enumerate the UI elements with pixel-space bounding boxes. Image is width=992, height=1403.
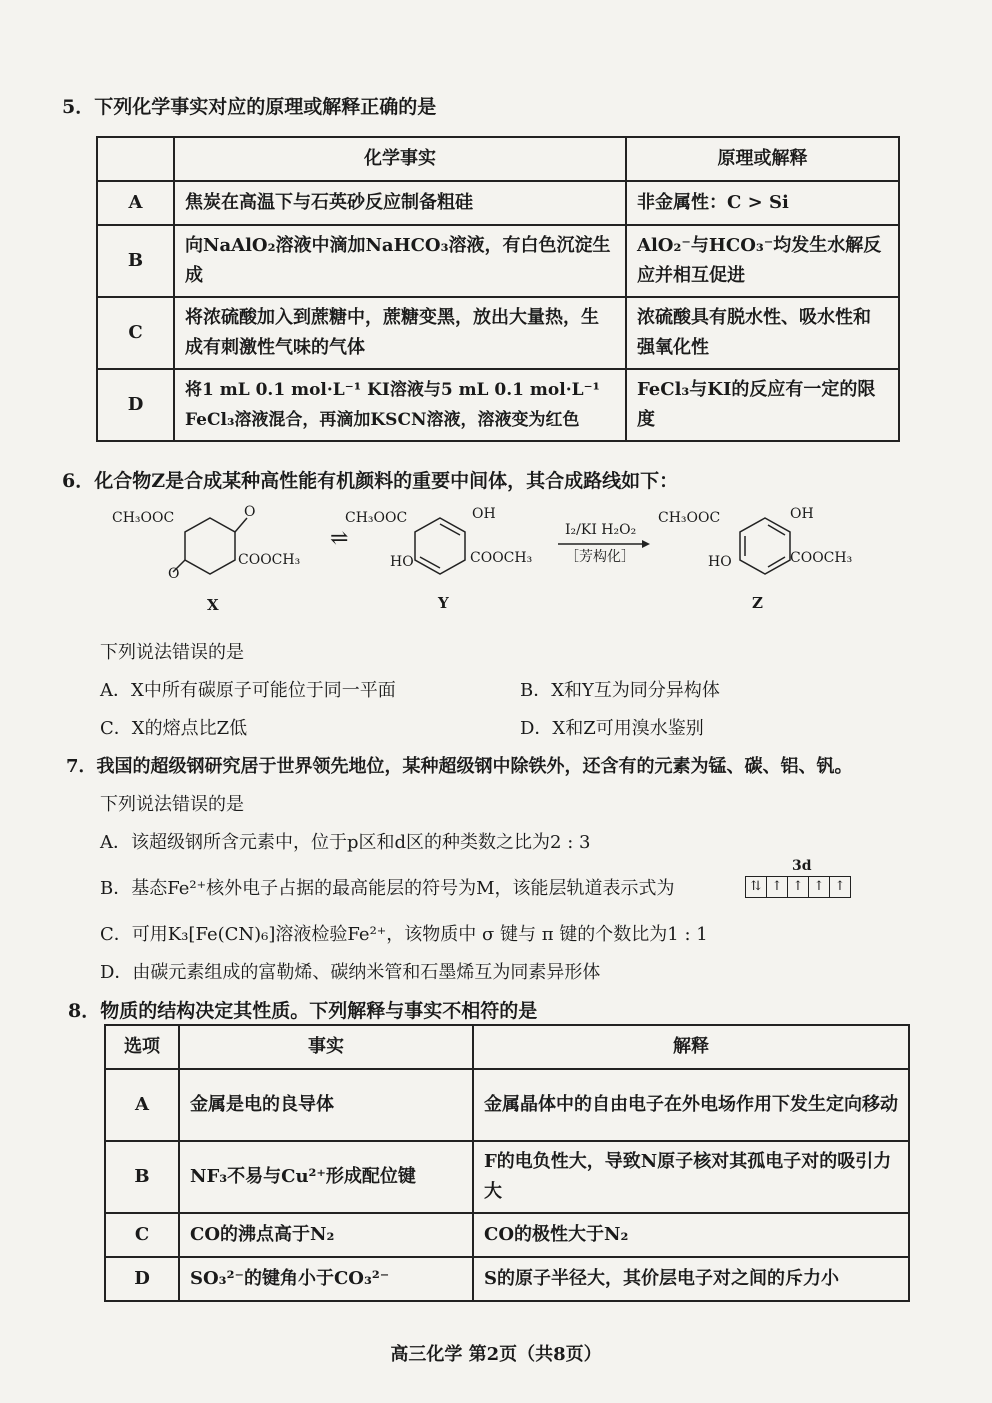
q6-option-a: A．X中所有碳原子可能位于同一平面 bbox=[100, 680, 396, 701]
z-substituent: COOCH₃ bbox=[790, 550, 853, 566]
q8-row-c-reason: CO的极性大于N₂ bbox=[473, 1213, 909, 1257]
page-footer: 高三化学 第2页（共8页） bbox=[390, 1344, 602, 1365]
q5-row-c-opt: C bbox=[97, 297, 174, 369]
q7-option-d: D．由碳元素组成的富勒烯、碳纳米管和石墨烯互为同素异形体 bbox=[100, 962, 601, 983]
table-row bbox=[105, 1141, 909, 1213]
q7-option-b: B．基态Fe²⁺核外电子占据的最高能层的符号为M，该能层轨道表示式为 bbox=[100, 878, 675, 899]
q5-row-d-opt: D bbox=[97, 369, 174, 441]
q5-header-blank bbox=[97, 137, 174, 181]
q8-row-a-opt: A bbox=[105, 1069, 179, 1141]
q5-header-fact: 化学事实 bbox=[174, 137, 626, 181]
q8-row-d-opt: D bbox=[105, 1257, 179, 1301]
y-substituent: COOCH₃ bbox=[470, 550, 533, 566]
q8-row-a-reason: 金属晶体中的自由电子在外电场作用下发生定向移动 bbox=[473, 1069, 909, 1141]
q8-row-b-opt: B bbox=[105, 1141, 179, 1213]
q6-option-d: D．X和Z可用溴水鉴别 bbox=[520, 718, 704, 739]
q7-prompt: 下列说法错误的是 bbox=[100, 794, 244, 815]
q8-table bbox=[104, 1024, 910, 1302]
table-row bbox=[105, 1213, 909, 1257]
table-row bbox=[97, 181, 899, 225]
y-substituent: CH₃OOC bbox=[345, 510, 408, 526]
q8-header-reason: 解释 bbox=[473, 1025, 909, 1069]
q6-stem: 6．化合物Z是合成某种高性能有机颜料的重要中间体，其合成路线如下： bbox=[62, 470, 679, 492]
orbital-box: ↑ bbox=[834, 879, 846, 894]
q8-row-d-fact: SO₃²⁻的键角小于CO₃²⁻ bbox=[179, 1257, 473, 1301]
q8-row-b-reason: F的电负性大，导致N原子核对其孤电子对的吸引力大 bbox=[473, 1141, 909, 1213]
orbital-box: ↑ bbox=[767, 877, 788, 897]
q5-row-a-opt: A bbox=[97, 181, 174, 225]
x-carbonyl: O bbox=[168, 566, 180, 582]
table-row bbox=[97, 225, 899, 297]
reaction-scheme bbox=[100, 500, 880, 620]
q7-option-c: C．可用K₃[Fe(CN)₆]溶液检验Fe²⁺，该物质中 σ 键与 π 键的个数比为1 : 1 bbox=[100, 924, 708, 945]
q8-row-c-fact: CO的沸点高于N₂ bbox=[179, 1213, 473, 1257]
q8-row-a-fact: 金属是电的良导体 bbox=[179, 1069, 473, 1141]
q5-row-b-fact: 向NaAlO₂溶液中滴加NaHCO₃溶液，有白色沉淀生成 bbox=[174, 225, 626, 297]
q6-option-b: B．X和Y互为同分异构体 bbox=[520, 680, 720, 701]
x-carbonyl: O bbox=[244, 504, 256, 520]
q6-option-c: C．X的熔点比Z低 bbox=[100, 718, 248, 739]
arrow-reagent: I₂/KI H₂O₂ bbox=[565, 522, 637, 538]
q5-header-reason: 原理或解释 bbox=[626, 137, 899, 181]
table-row bbox=[105, 1069, 909, 1141]
orbital-diagram bbox=[745, 876, 851, 898]
q8-row-d-reason: S的原子半径大，其价层电子对之间的斥力小 bbox=[473, 1257, 909, 1301]
q5-row-c-reason: 浓硫酸具有脱水性、吸水性和强氧化性 bbox=[626, 297, 899, 369]
q7-option-a: A．该超级钢所含元素中，位于p区和d区的种类数之比为2 : 3 bbox=[100, 832, 591, 853]
orbital-box: ↑ bbox=[809, 877, 830, 897]
orbital-box: ⇅ bbox=[746, 877, 767, 897]
q8-stem: 8．物质的结构决定其性质。下列解释与事实不相符的是 bbox=[68, 1000, 538, 1022]
orbital-box: ↑ bbox=[788, 877, 809, 897]
table-row bbox=[97, 297, 899, 369]
q5-row-b-opt: B bbox=[97, 225, 174, 297]
label-x: X bbox=[207, 596, 219, 614]
x-substituent: COOCH₃ bbox=[238, 552, 301, 568]
q7-stem: 7．我国的超级钢研究居于世界领先地位，某种超级钢中除铁外，还含有的元素为锰、碳、铝、钒。 bbox=[66, 756, 853, 777]
q8-row-c-opt: C bbox=[105, 1213, 179, 1257]
table-row bbox=[105, 1257, 909, 1301]
q5-row-d-fact: 将1 mL 0.1 mol·L⁻¹ KI溶液与5 mL 0.1 mol·L⁻¹ FeCl₃溶液混合，再滴加KSCN溶液，溶液变为红色 bbox=[174, 369, 626, 441]
z-substituent: CH₃OOC bbox=[658, 510, 721, 526]
z-hydroxyl: OH bbox=[790, 506, 814, 522]
q5-row-b-reason: AlO₂⁻与HCO₃⁻均发生水解反应并相互促进 bbox=[626, 225, 899, 297]
y-hydroxyl: HO bbox=[390, 554, 414, 570]
y-hydroxyl: OH bbox=[472, 506, 496, 522]
q6-prompt: 下列说法错误的是 bbox=[100, 642, 244, 663]
q8-header-fact: 事实 bbox=[179, 1025, 473, 1069]
z-hydroxyl: HO bbox=[708, 554, 732, 570]
arrow-condition: ［芳构化］ bbox=[565, 549, 635, 565]
q5-row-a-fact: 焦炭在高温下与石英砂反应制备粗硅 bbox=[174, 181, 626, 225]
x-substituent: CH₃OOC bbox=[112, 510, 175, 526]
q5-row-a-reason: 非金属性：C > Si bbox=[626, 181, 899, 225]
orbital-label: 3d bbox=[792, 858, 812, 874]
label-z: Z bbox=[752, 594, 763, 612]
q5-row-d-reason: FeCl₃与KI的反应有一定的限度 bbox=[626, 369, 899, 441]
q8-row-b-fact: NF₃不易与Cu²⁺形成配位键 bbox=[179, 1141, 473, 1213]
equilibrium-arrow: ⇌ bbox=[330, 526, 349, 551]
q5-table bbox=[96, 136, 900, 442]
q8-header-option: 选项 bbox=[105, 1025, 179, 1069]
table-row bbox=[97, 369, 899, 441]
q5-row-c-fact: 将浓硫酸加入到蔗糖中，蔗糖变黑，放出大量热，生成有刺激性气味的气体 bbox=[174, 297, 626, 369]
label-y: Y bbox=[438, 594, 449, 612]
q5-stem: 5．下列化学事实对应的原理或解释正确的是 bbox=[62, 96, 437, 118]
